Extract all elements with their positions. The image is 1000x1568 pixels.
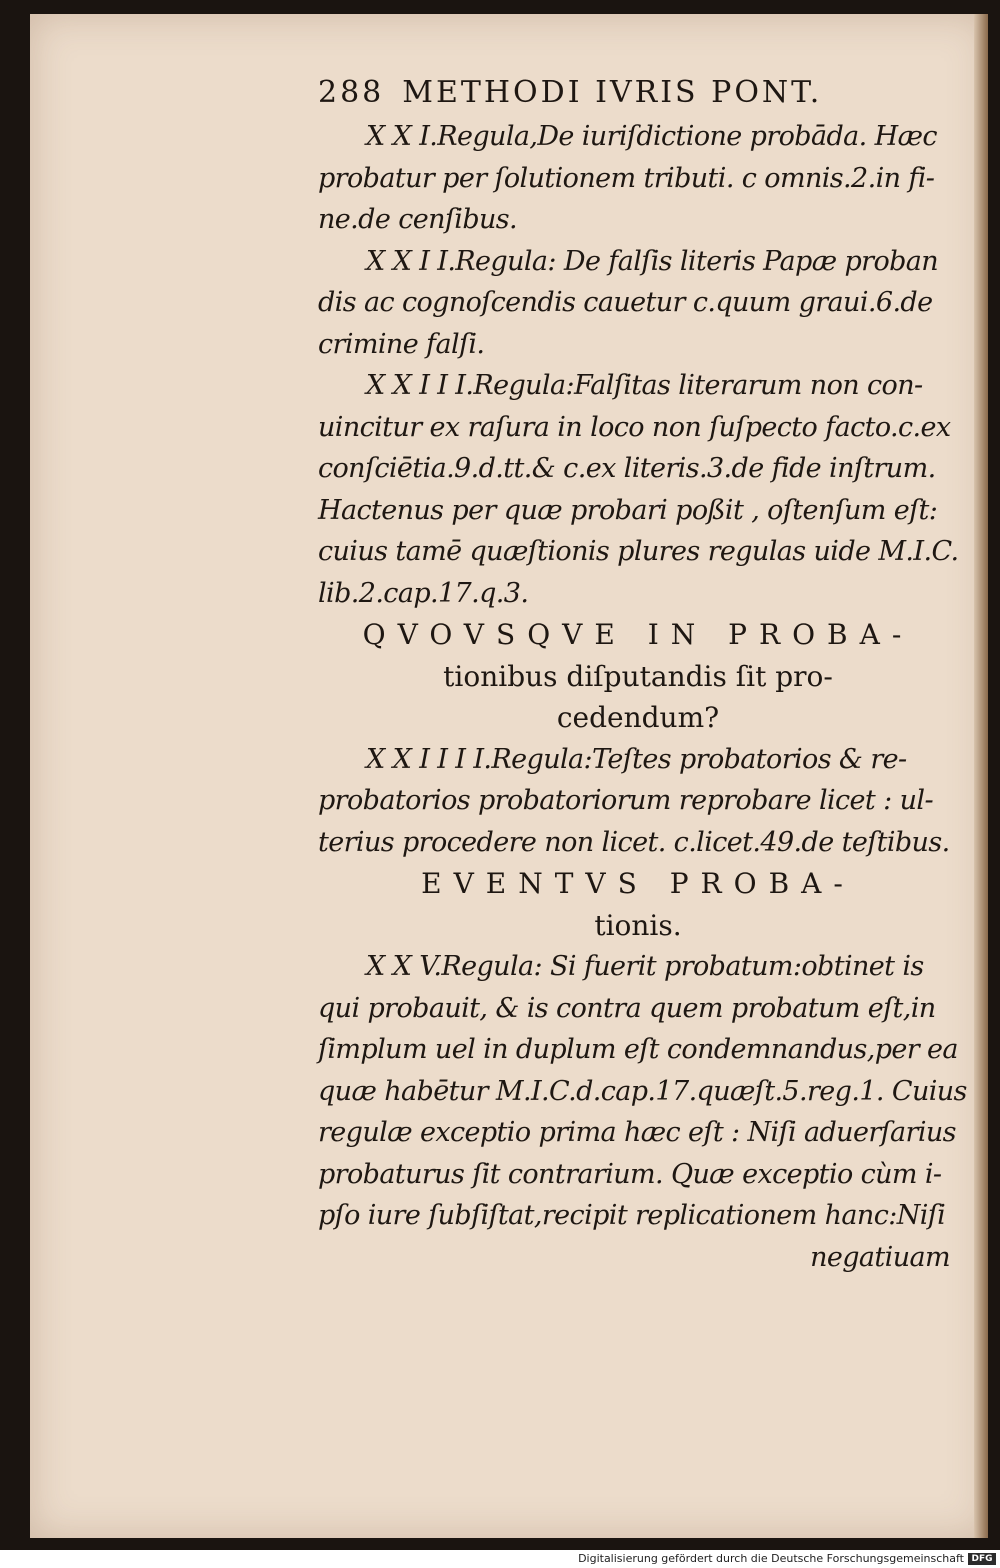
text-line: probatorios probatoriorum reprobare licet : ul- bbox=[318, 785, 933, 816]
text-line: ſimplum uel in duplum eſt condemnandus,per ea bbox=[318, 1034, 958, 1065]
section-heading-quousque bbox=[318, 614, 958, 739]
text-line: X X V.Regula: Si fuerit probatum:obtinet is bbox=[366, 951, 924, 982]
dfg-logo: DFG bbox=[968, 1553, 996, 1565]
text-block bbox=[318, 70, 967, 1278]
running-header bbox=[318, 70, 958, 116]
text-line: dis ac cognoſcendis cauetur c.quum graui.6.de bbox=[318, 287, 933, 318]
text-line: crimine falſi. bbox=[318, 328, 485, 360]
heading-line: tionibus diſputandis ſit pro- bbox=[443, 659, 833, 693]
text-line: probatur per ſolutionem tributi. c omnis.2.in fi- bbox=[318, 162, 935, 194]
regula-25 bbox=[318, 946, 967, 1278]
funding-credit: Digitalisierung gefördert durch die Deutsche Forschungsgemeinschaft bbox=[578, 1552, 964, 1565]
text-line: uincitur ex raſura in loco non ſuſpecto facto.c.ex bbox=[318, 411, 951, 443]
regula-23 bbox=[318, 365, 958, 614]
text-line: ne.de cenſibus. bbox=[318, 204, 518, 235]
text-line: X X I.Regula,De iuriſdictione probāda. Hæc bbox=[366, 121, 937, 152]
text-line: lib.2.cap.17.q.3. bbox=[318, 577, 529, 609]
text-line: quæ habētur M.I.C.d.cap.17.quæſt.5.reg.1. Cuius bbox=[318, 1075, 967, 1107]
text-line: X X I I I.Regula:Falſitas literarum non con- bbox=[366, 370, 923, 401]
text-line: cuius tamē quæſtionis plures regulas uide M.I.C. bbox=[318, 536, 959, 567]
heading-line: EVENTVS PROBA- bbox=[421, 867, 855, 900]
page-number: 288 bbox=[318, 75, 385, 110]
text-line: X X I I I I.Regula:Teſtes probatorios & re- bbox=[366, 743, 907, 775]
section-heading-eventus bbox=[318, 863, 958, 946]
regula-22 bbox=[318, 241, 958, 366]
heading-line: cedendum? bbox=[556, 701, 720, 734]
catchword: negatiuam bbox=[810, 1241, 950, 1273]
page-edge bbox=[974, 14, 988, 1538]
regula-21 bbox=[318, 116, 958, 241]
regula-24 bbox=[318, 739, 958, 864]
text-line: qui probauit, & is contra quem probatum eſt,in bbox=[318, 992, 936, 1024]
text-line: regulæ exceptio prima hæc eſt : Niſi aduerſarius bbox=[318, 1117, 956, 1148]
text-line: conſciētia.9.d.tt.& c.ex literis.3.de fide inſtrum. bbox=[318, 453, 936, 484]
text-line: Hactenus per quæ probari poßit , oſtenſum eſt: bbox=[318, 494, 938, 526]
text-line: terius procedere non licet. c.licet.49.de teſtibus. bbox=[318, 826, 950, 858]
text-line: pſo iure ſubſiſtat,recipit replicationem hanc:Niſi bbox=[318, 1200, 946, 1231]
text-line: probaturus ſit contrarium. Quæ exceptio cùm i- bbox=[318, 1158, 942, 1190]
text-line: X X I I.Regula: De falſis literis Papæ proban bbox=[366, 245, 939, 277]
running-head-title: METHODI IVRIS PONT. bbox=[402, 75, 823, 110]
digitization-footer bbox=[0, 1550, 1000, 1568]
heading-line: tionis. bbox=[594, 908, 682, 942]
heading-line: QVOVSQVE IN PROBA- bbox=[362, 618, 914, 651]
